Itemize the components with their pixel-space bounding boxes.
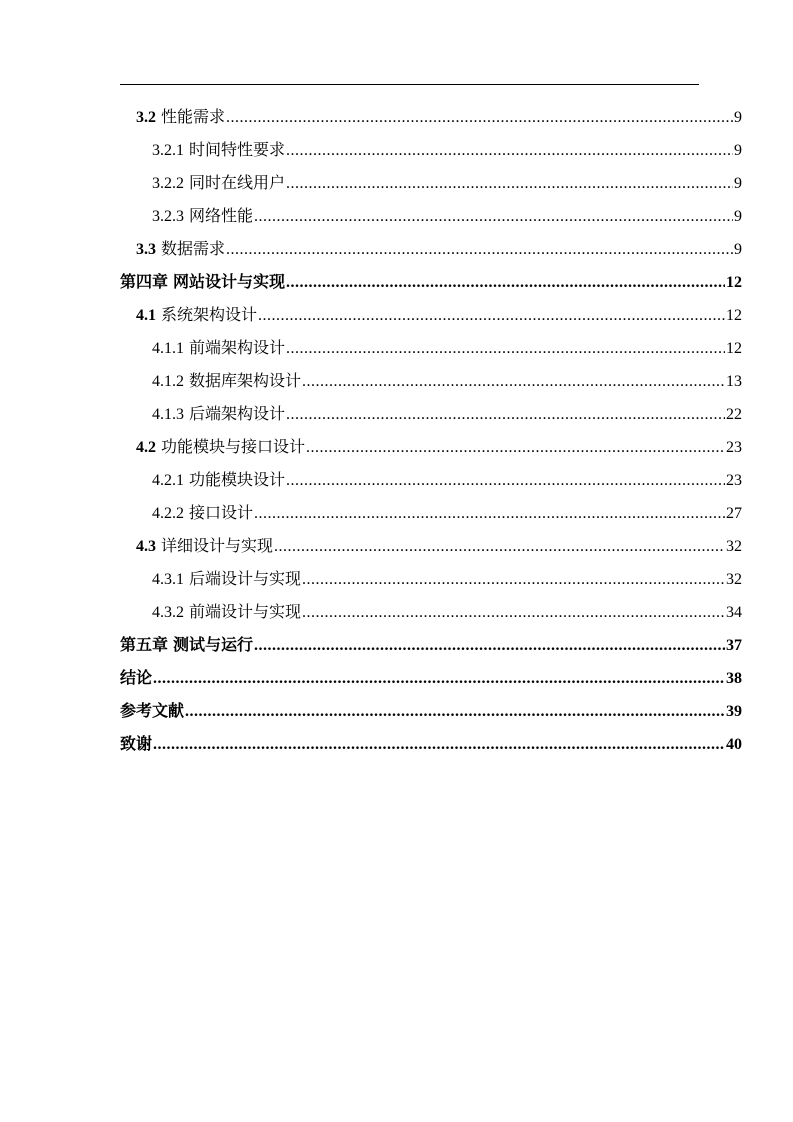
toc-entry-page-number: 23 [726, 472, 742, 489]
toc-entry-page-number: 32 [726, 571, 742, 588]
dot-leader [286, 332, 725, 365]
toc-entry-page-number: 38 [726, 670, 742, 687]
toc-entry-number: 4.1 [136, 307, 156, 324]
dot-leader [226, 233, 733, 266]
toc-entry-page-number: 32 [726, 538, 742, 555]
toc-entry-number: 第五章 [120, 637, 169, 654]
toc-entry[interactable] [136, 233, 742, 266]
toc-entry-number: 3.3 [136, 241, 156, 258]
toc-entry-title: 功能模块与接口设计 [161, 439, 306, 456]
toc-entry-title: 后端设计与实现 [189, 571, 302, 588]
toc-entry-title: 前端设计与实现 [189, 604, 302, 621]
toc-entry-number: 4.1.1 [152, 340, 184, 357]
dot-leader [286, 266, 725, 299]
dot-leader [153, 662, 725, 695]
toc-entry[interactable] [152, 332, 742, 365]
toc-entry-title: 网络性能 [189, 208, 254, 225]
dot-leader [306, 431, 725, 464]
toc-entry-number: 3.2 [136, 109, 156, 126]
toc-entry-title: 时间特性要求 [189, 142, 286, 159]
toc-entry[interactable] [152, 167, 742, 200]
dot-leader [286, 134, 733, 167]
dot-leader [274, 530, 725, 563]
toc-entry-page-number: 27 [726, 505, 742, 522]
toc-entry[interactable] [152, 134, 742, 167]
dot-leader [286, 464, 725, 497]
toc-entry-title: 测试与运行 [173, 637, 254, 654]
toc-entry-title: 网站设计与实现 [173, 274, 286, 291]
toc-entry-number: 4.2.2 [152, 505, 184, 522]
dot-leader [226, 101, 733, 134]
toc-entry-page-number: 12 [726, 307, 742, 324]
toc-entry-title: 同时在线用户 [189, 175, 286, 192]
toc-entry[interactable] [136, 431, 742, 464]
toc-entry-page-number: 9 [734, 175, 742, 192]
dot-leader [254, 629, 725, 662]
dot-leader [254, 497, 725, 530]
toc-entry-page-number: 9 [734, 208, 742, 225]
toc-entry[interactable] [136, 530, 742, 563]
toc-entry-number: 4.2 [136, 439, 156, 456]
toc-entry[interactable] [120, 695, 742, 728]
dot-leader [153, 728, 725, 761]
toc-entry-number: 4.3.2 [152, 604, 184, 621]
toc-entry-page-number: 39 [726, 703, 742, 720]
toc-entry-page-number: 9 [734, 109, 742, 126]
toc-entry[interactable] [152, 200, 742, 233]
dot-leader [254, 200, 733, 233]
toc-entry[interactable] [136, 299, 742, 332]
table-of-contents [0, 101, 793, 761]
toc-entry-title: 前端架构设计 [189, 340, 286, 357]
toc-entry[interactable] [152, 596, 742, 629]
toc-entry-number: 3.2.1 [152, 142, 184, 159]
toc-entry-number: 4.3 [136, 538, 156, 555]
toc-entry-number: 4.2.1 [152, 472, 184, 489]
toc-entry-page-number: 9 [734, 142, 742, 159]
toc-entry-title: 结论 [120, 670, 153, 687]
toc-entry[interactable] [152, 464, 742, 497]
toc-entry-page-number: 34 [726, 604, 742, 621]
toc-entry-number: 3.2.2 [152, 175, 184, 192]
dot-leader [185, 695, 725, 728]
toc-entry-title: 性能需求 [161, 109, 226, 126]
toc-entry[interactable] [136, 101, 742, 134]
toc-entry-title: 数据库架构设计 [189, 373, 302, 390]
toc-entry[interactable] [120, 662, 742, 695]
toc-entry[interactable] [152, 365, 742, 398]
toc-entry-page-number: 22 [726, 406, 742, 423]
toc-entry-number: 第四章 [120, 274, 169, 291]
toc-entry[interactable] [152, 398, 742, 431]
toc-entry-title: 详细设计与实现 [161, 538, 274, 555]
toc-entry-number: 3.2.3 [152, 208, 184, 225]
header-rule [120, 84, 699, 85]
dot-leader [302, 365, 725, 398]
toc-entry[interactable] [152, 497, 742, 530]
toc-entry[interactable] [120, 266, 742, 299]
dot-leader [302, 596, 725, 629]
dot-leader [302, 563, 725, 596]
toc-entry-page-number: 9 [734, 241, 742, 258]
toc-entry-title: 数据需求 [161, 241, 226, 258]
toc-entry-title: 致谢 [120, 736, 153, 753]
toc-entry-title: 接口设计 [189, 505, 254, 522]
dot-leader [258, 299, 725, 332]
toc-entry-title: 系统架构设计 [161, 307, 258, 324]
toc-entry[interactable] [120, 728, 742, 761]
toc-entry[interactable] [152, 563, 742, 596]
toc-entry-number: 4.3.1 [152, 571, 184, 588]
toc-entry-page-number: 13 [726, 373, 742, 390]
toc-entry-number: 4.1.2 [152, 373, 184, 390]
toc-entry-title: 功能模块设计 [189, 472, 286, 489]
toc-entry-page-number: 12 [726, 340, 742, 357]
toc-entry-page-number: 37 [726, 637, 742, 654]
toc-entry-page-number: 40 [726, 736, 742, 753]
toc-entry-number: 4.1.3 [152, 406, 184, 423]
toc-entry[interactable] [120, 629, 742, 662]
toc-entry-title: 后端架构设计 [189, 406, 286, 423]
toc-entry-page-number: 23 [726, 439, 742, 456]
dot-leader [286, 398, 725, 431]
toc-entry-page-number: 12 [726, 274, 742, 291]
toc-entry-title: 参考文献 [120, 703, 185, 720]
dot-leader [286, 167, 733, 200]
